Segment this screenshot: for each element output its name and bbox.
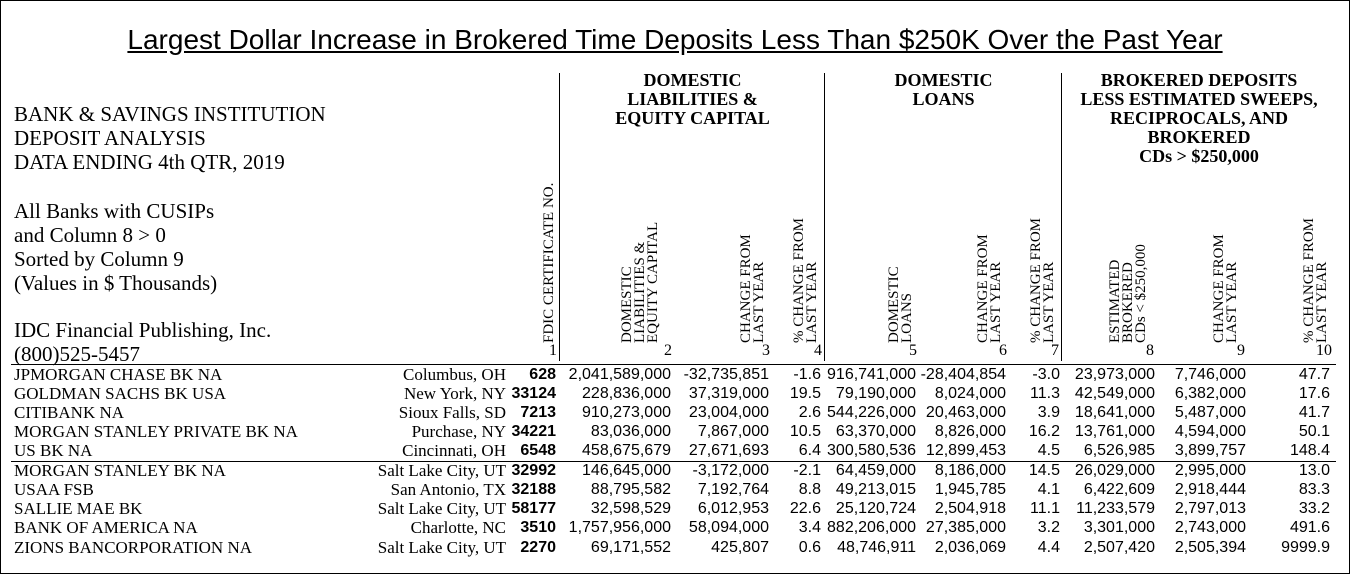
liabilities-pct-change-value: -1.6	[793, 366, 821, 383]
loans-change-value: 8,826,000	[934, 423, 1006, 440]
domestic-loans-value: 63,370,000	[835, 423, 916, 440]
liabilities-pct-change-value: 0.6	[798, 539, 821, 556]
column-number: 5	[909, 342, 917, 359]
brokered-pct-change-value: 41.7	[1298, 404, 1330, 421]
column-number: 8	[1146, 342, 1154, 359]
brokered-change-value: 2,797,013	[1174, 500, 1246, 517]
publisher-phone: (800)525-5457	[14, 342, 140, 366]
column-header-brokered-pct-change: % CHANGE FROM LAST YEAR	[1301, 217, 1330, 343]
liabilities-change-value: -3,172,000	[692, 462, 769, 479]
brokered-change-value: 7,746,000	[1174, 366, 1246, 383]
liabilities-change-value: 27,671,693	[688, 442, 769, 459]
domestic-liabilities-value: 83,036,000	[590, 423, 671, 440]
column-header-domestic-liabilities: DOMESTIC LIABILITIES & EQUITY CAPITAL	[619, 221, 661, 343]
loans-pct-change-value: 14.5	[1028, 462, 1060, 479]
column-number: 1	[549, 342, 557, 359]
table-row	[1, 518, 1349, 537]
brokered-pct-change-value: 9999.9	[1281, 539, 1330, 556]
fdic-cert-number: 34221	[511, 423, 556, 440]
bank-location: San Antonio, TX	[390, 480, 506, 499]
brokered-pct-change-value: 13.0	[1298, 462, 1330, 479]
loans-pct-change-value: 11.1	[1030, 500, 1060, 517]
column-header-fdic-cert: FDIC CERTIFICATE NO.	[541, 182, 557, 343]
brokered-cds-value: 3,301,000	[1083, 519, 1155, 536]
liabilities-change-value: 6,012,953	[697, 500, 769, 517]
divider-cert	[559, 73, 560, 361]
bank-location: Columbus, OH	[403, 365, 506, 384]
bank-name: ZIONS BANCORPORATION NA	[14, 538, 253, 557]
brokered-cds-value: 2,507,420	[1083, 539, 1155, 556]
liabilities-pct-change-value: 3.4	[798, 519, 821, 536]
loans-change-value: 12,899,453	[925, 442, 1006, 459]
brokered-cds-value: 6,422,609	[1083, 481, 1155, 498]
column-number: 9	[1237, 342, 1245, 359]
bank-location: Salt Lake City, UT	[377, 538, 506, 557]
column-number: 3	[762, 342, 770, 359]
domestic-loans-value: 49,213,015	[835, 481, 916, 498]
bank-location: New York, NY	[403, 384, 506, 403]
fdic-cert-number: 7213	[520, 404, 556, 421]
liabilities-pct-change-value: 6.4	[798, 442, 821, 459]
fdic-cert-number: 58177	[511, 500, 556, 517]
loans-pct-change-value: 11.3	[1030, 385, 1060, 402]
fdic-cert-number: 3510	[520, 519, 556, 536]
fdic-cert-number: 6548	[520, 442, 556, 459]
bank-name: SALLIE MAE BK	[14, 499, 143, 518]
liabilities-change-value: 58,094,000	[688, 519, 769, 536]
loans-pct-change-value: 16.2	[1028, 423, 1060, 440]
loans-change-value: 8,024,000	[934, 385, 1006, 402]
table-row	[1, 384, 1349, 403]
brokered-pct-change-value: 83.3	[1298, 481, 1330, 498]
brokered-cds-value: 6,526,985	[1083, 442, 1155, 459]
table-row	[1, 441, 1349, 460]
domestic-liabilities-value: 228,836,000	[582, 385, 671, 402]
column-number: 7	[1051, 342, 1059, 359]
table-row	[1, 422, 1349, 441]
bank-location: Salt Lake City, UT	[377, 499, 506, 518]
brokered-cds-value: 42,549,000	[1074, 385, 1155, 402]
loans-pct-change-value: 4.1	[1037, 481, 1060, 498]
fdic-cert-number: 2270	[520, 539, 556, 556]
table-row	[1, 499, 1349, 518]
bank-name: CITIBANK NA	[14, 403, 125, 422]
domestic-loans-value: 300,580,536	[827, 442, 916, 459]
loans-pct-change-value: 4.4	[1037, 539, 1060, 556]
domestic-loans-value: 882,206,000	[827, 519, 916, 536]
loans-change-value: 8,186,000	[934, 462, 1006, 479]
bank-name: MORGAN STANLEY PRIVATE BK NA	[14, 422, 298, 441]
liabilities-pct-change-value: 8.8	[798, 481, 821, 498]
brokered-pct-change-value: 50.1	[1298, 423, 1330, 440]
table-row	[1, 403, 1349, 422]
liabilities-pct-change-value: 2.6	[798, 404, 821, 421]
table-row	[1, 461, 1349, 480]
liabilities-change-value: 7,867,000	[697, 423, 769, 440]
brokered-cds-value: 23,973,000	[1074, 366, 1155, 383]
loans-change-value: 1,945,785	[934, 481, 1006, 498]
liabilities-change-value: 425,807	[711, 539, 769, 556]
liabilities-change-value: 23,004,000	[688, 404, 769, 421]
bank-location: Sioux Falls, SD	[398, 403, 506, 422]
loans-pct-change-value: 3.9	[1037, 404, 1060, 421]
brokered-change-value: 2,918,444	[1174, 481, 1246, 498]
loans-change-value: 2,504,918	[934, 500, 1006, 517]
table-row	[1, 538, 1349, 557]
domestic-loans-value: 544,226,000	[827, 404, 916, 421]
brokered-pct-change-value: 47.7	[1298, 366, 1330, 383]
brokered-change-value: 2,743,000	[1174, 519, 1246, 536]
bank-name: BANK OF AMERICA NA	[14, 518, 198, 537]
brokered-pct-change-value: 17.6	[1298, 385, 1330, 402]
brokered-change-value: 6,382,000	[1174, 385, 1246, 402]
liabilities-pct-change-value: -2.1	[793, 462, 821, 479]
liabilities-change-value: -32,735,851	[683, 366, 769, 383]
column-header-estimated-brokered: ESTIMATED BROKERED CDs < $250,000	[1107, 244, 1149, 343]
header-line-2: DEPOSIT ANALYSIS	[14, 126, 206, 150]
liabilities-pct-change-value: 19.5	[789, 385, 821, 402]
domestic-loans-value: 25,120,724	[835, 500, 916, 517]
divider-liabilities	[824, 73, 825, 361]
header-line-1: BANK & SAVINGS INSTITUTION	[14, 102, 326, 126]
column-number: 6	[999, 342, 1007, 359]
column-header-loans-change: CHANGE FROM LAST YEAR	[975, 234, 1004, 343]
brokered-pct-change-value: 148.4	[1289, 442, 1330, 459]
fdic-cert-number: 33124	[511, 385, 556, 402]
header-line-3: DATA ENDING 4th QTR, 2019	[14, 150, 285, 174]
fdic-cert-number: 32188	[511, 481, 556, 498]
domestic-liabilities-value: 32,598,529	[590, 500, 671, 517]
column-header-loans-pct-change: % CHANGE FROM LAST YEAR	[1028, 217, 1057, 343]
domestic-loans-value: 48,746,911	[837, 539, 916, 556]
publisher-name: IDC Financial Publishing, Inc.	[14, 318, 272, 342]
loans-change-value: -28,404,854	[920, 366, 1006, 383]
group-header-brokered: BROKERED DEPOSITS LESS ESTIMATED SWEEPS, RECIPROCALS, AND BROKERED CDs > $250,000	[1080, 70, 1318, 166]
domestic-liabilities-value: 458,675,679	[582, 442, 671, 459]
domestic-liabilities-value: 910,273,000	[582, 404, 671, 421]
domestic-liabilities-value: 146,645,000	[582, 462, 671, 479]
group-header-loans: DOMESTIC LOANS	[894, 70, 993, 109]
loans-pct-change-value: 3.2	[1037, 519, 1060, 536]
column-number: 10	[1316, 342, 1332, 359]
bank-location: Cincinnati, OH	[402, 441, 506, 460]
brokered-change-value: 2,995,000	[1174, 462, 1246, 479]
bank-location: Salt Lake City, UT	[377, 461, 506, 480]
bank-name: US BK NA	[14, 441, 93, 460]
column-header-domestic-loans: DOMESTIC LOANS	[886, 266, 915, 343]
bank-name: JPMORGAN CHASE BK NA	[14, 365, 223, 384]
loans-pct-change-value: 4.5	[1037, 442, 1060, 459]
bank-location: Charlotte, NC	[410, 518, 506, 537]
brokered-change-value: 5,487,000	[1174, 404, 1246, 421]
header-line-6: Sorted by Column 9	[14, 247, 184, 271]
brokered-change-value: 4,594,000	[1174, 423, 1246, 440]
bank-location: Purchase, NY	[411, 422, 506, 441]
header-line-4: All Banks with CUSIPs	[14, 199, 215, 223]
column-header-liabilities-pct-change: % CHANGE FROM LAST YEAR	[791, 217, 820, 343]
domestic-loans-value: 916,741,000	[827, 366, 916, 383]
liabilities-change-value: 7,192,764	[697, 481, 769, 498]
bank-name: USAA FSB	[14, 480, 94, 499]
divider-loans	[1061, 73, 1062, 361]
liabilities-pct-change-value: 22.6	[789, 500, 821, 517]
brokered-change-value: 3,899,757	[1174, 442, 1246, 459]
header-line-5: and Column 8 > 0	[14, 223, 166, 247]
domestic-liabilities-value: 1,757,956,000	[568, 519, 671, 536]
domestic-liabilities-value: 88,795,582	[590, 481, 671, 498]
domestic-liabilities-value: 69,171,552	[590, 539, 671, 556]
report-title: Largest Dollar Increase in Brokered Time Deposits Less Than $250K Over the Past Year	[127, 24, 1223, 55]
brokered-cds-value: 26,029,000	[1074, 462, 1155, 479]
column-header-liabilities-change: CHANGE FROM LAST YEAR	[738, 234, 767, 343]
fdic-cert-number: 32992	[511, 462, 556, 479]
column-number: 2	[664, 342, 672, 359]
header-line-7: (Values in $ Thousands)	[14, 271, 218, 295]
liabilities-change-value: 37,319,000	[688, 385, 769, 402]
table-row	[1, 480, 1349, 499]
domestic-loans-value: 64,459,000	[835, 462, 916, 479]
loans-pct-change-value: -3.0	[1032, 366, 1060, 383]
brokered-cds-value: 13,761,000	[1074, 423, 1155, 440]
column-header-brokered-change: CHANGE FROM LAST YEAR	[1211, 234, 1240, 343]
loans-change-value: 27,385,000	[925, 519, 1006, 536]
bank-name: MORGAN STANLEY BK NA	[14, 461, 226, 480]
column-number: 4	[814, 342, 822, 359]
brokered-cds-value: 11,233,579	[1076, 500, 1155, 517]
brokered-pct-change-value: 491.6	[1289, 519, 1330, 536]
brokered-pct-change-value: 33.2	[1298, 500, 1330, 517]
fdic-cert-number: 628	[529, 366, 556, 383]
domestic-loans-value: 79,190,000	[835, 385, 916, 402]
brokered-cds-value: 18,641,000	[1074, 404, 1155, 421]
loans-change-value: 20,463,000	[925, 404, 1006, 421]
domestic-liabilities-value: 2,041,589,000	[568, 366, 671, 383]
bank-name: GOLDMAN SACHS BK USA	[14, 384, 227, 403]
liabilities-pct-change-value: 10.5	[789, 423, 821, 440]
table-row	[1, 365, 1349, 384]
brokered-change-value: 2,505,394	[1174, 539, 1246, 556]
loans-change-value: 2,036,069	[934, 539, 1006, 556]
group-header-liabilities: DOMESTIC LIABILITIES & EQUITY CAPITAL	[615, 70, 770, 128]
